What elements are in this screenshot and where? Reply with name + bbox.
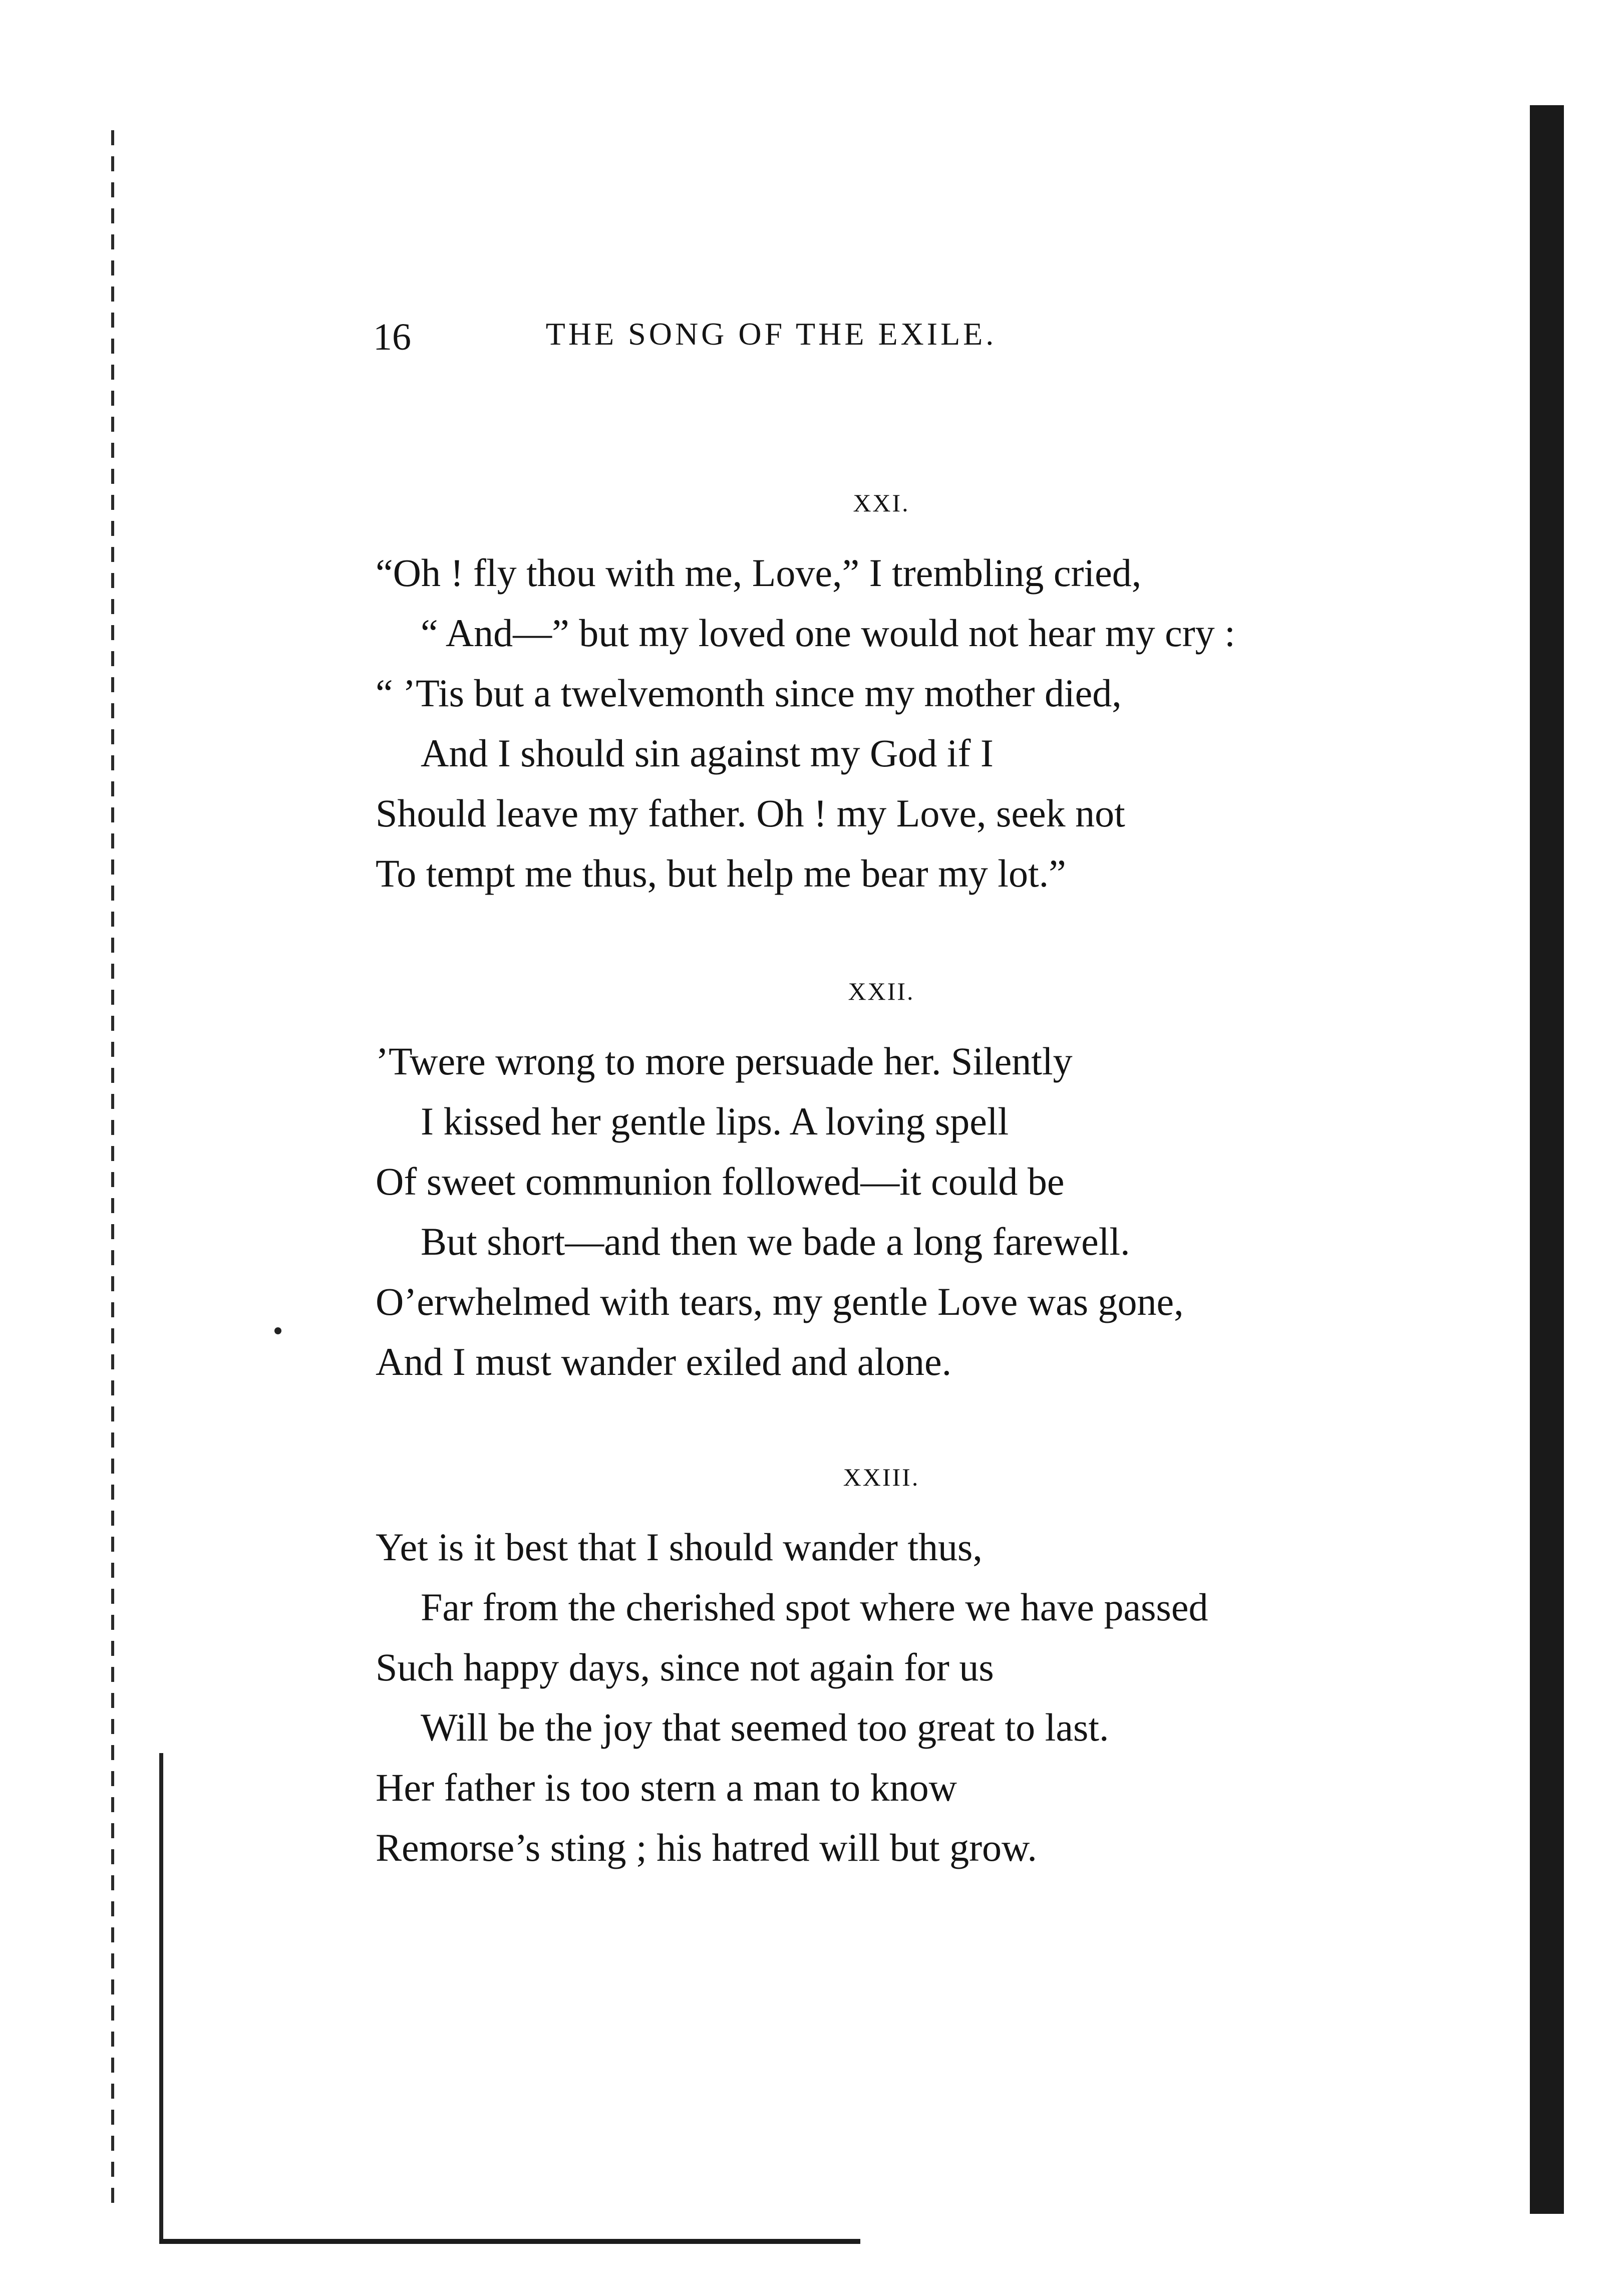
poem-line: Remorse’s sting ; his hatred will but grow. [376,1826,1037,1869]
poem-line: I kissed her gentle lips. A loving spell [421,1099,1009,1143]
poem-line: Far from the cherished spot where we have passed [421,1585,1208,1629]
poem-line: “ ’Tis but a twelvemonth since my mother died, [376,671,1122,715]
poem-line: Yet is it best that I should wander thus, [376,1525,983,1569]
scan-left-edge [111,130,114,2214]
poem-line: Will be the joy that seemed too great to last. [421,1705,1109,1749]
stanza-number: XXIII. [843,1463,920,1491]
scan-speck [274,1327,281,1334]
poem-line: To tempt me thus, but help me bear my lot.” [376,851,1066,895]
poem-line: “Oh ! fly thou with me, Love,” I trembling cried, [376,551,1142,595]
scan-edge-shadow [1530,105,1564,2214]
running-title: THE SONG OF THE EXILE. [545,316,997,352]
poem-line: And I must wander exiled and alone. [376,1340,952,1383]
poem-line: Of sweet communion followed—it could be [376,1160,1065,1203]
poem-line: And I should sin against my God if I [421,731,994,775]
poem-line: But short—and then we bade a long farewell. [421,1220,1130,1263]
poem-line: O’erwhelmed with tears, my gentle Love was gone, [376,1280,1184,1323]
poem-line: Should leave my father. Oh ! my Love, seek not [376,791,1125,835]
poem-line: “ And—” but my loved one would not hear my cry : [421,611,1235,655]
poem-line: ’Twere wrong to more persuade her. Silently [376,1039,1073,1083]
poem-line: Her father is too stern a man to know [376,1766,957,1809]
scan-left-edge-solid [159,1753,163,2244]
page-number: 16 [373,316,411,358]
stanza-number: XXI. [853,489,910,517]
scan-bottom-edge [159,2239,860,2244]
poem-line: Such happy days, since not again for us [376,1645,994,1689]
stanza-number: XXII. [848,977,915,1005]
